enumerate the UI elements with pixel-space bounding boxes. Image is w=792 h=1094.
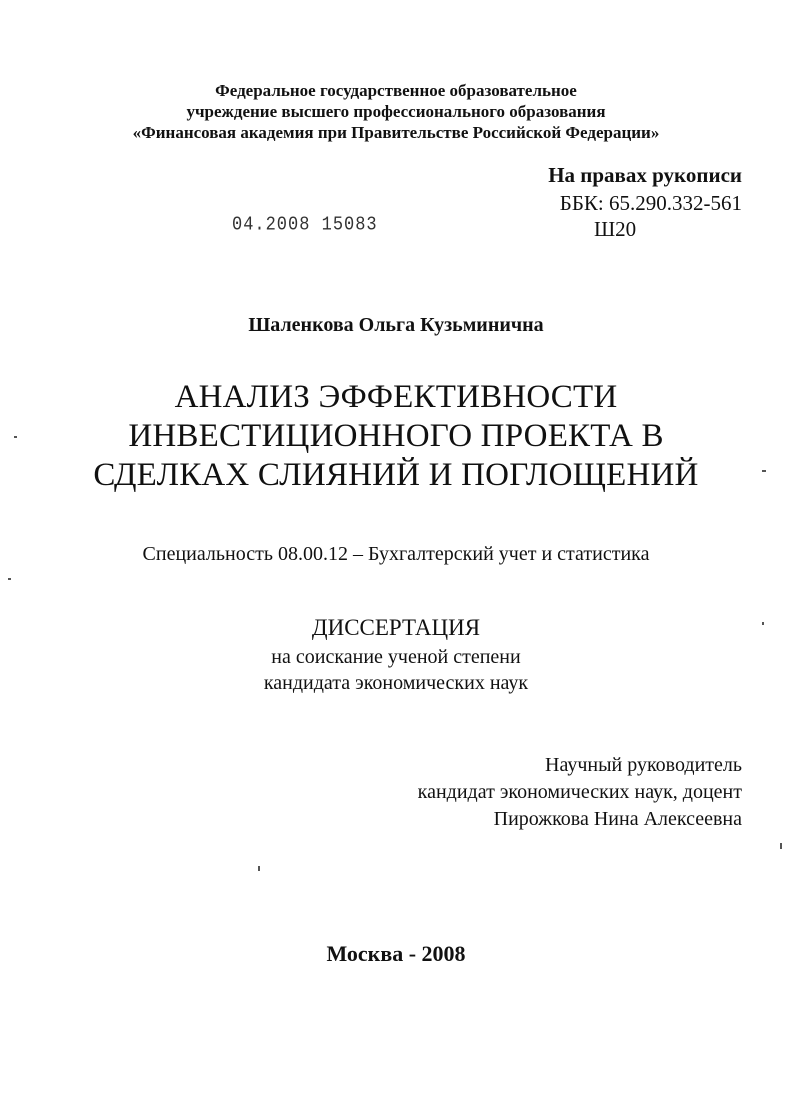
scan-speck	[762, 470, 766, 472]
scan-speck	[762, 622, 764, 625]
scan-speck	[258, 866, 260, 871]
scan-speck	[14, 436, 17, 438]
specialty-line: Специальность 08.00.12 – Бухгалтерский учет и статистика	[142, 543, 650, 565]
manuscript-rights-label: На правах рукописи	[548, 163, 742, 187]
institution-line-2: учреждение высшего профессионального образования	[186, 102, 606, 121]
author-name: Шаленкова Ольга Кузьминична	[248, 314, 544, 336]
institution-line-1: Федеральное государственное образовательное	[215, 81, 577, 100]
scan-speck	[8, 578, 11, 580]
classification-code: Ш20	[594, 217, 637, 241]
bbk-code: ББК: 65.290.332-561	[559, 191, 742, 215]
library-stamp-number: 04.2008 15083	[232, 214, 378, 237]
title-line-2: ИНВЕСТИЦИОННОГО ПРОЕКТА В	[128, 418, 664, 454]
supervisor-role: Научный руководитель	[545, 754, 742, 776]
degree-description	[0, 644, 792, 696]
institution-line-3: «Финансовая академия при Правительстве Российской Федерации»	[132, 123, 660, 142]
supervisor-name: Пирожкова Нина Алексеевна	[493, 808, 742, 830]
city-year: Москва - 2008	[326, 941, 466, 966]
title-line-3: СДЕЛКАХ СЛИЯНИЙ И ПОГЛОЩЕНИЙ	[93, 457, 699, 493]
institution-header	[0, 80, 792, 143]
dissertation-label: ДИССЕРТАЦИЯ	[311, 615, 481, 640]
dissertation-title	[0, 378, 792, 495]
title-line-1: АНАЛИЗ ЭФФЕКТИВНОСТИ	[174, 379, 618, 415]
supervisor-degree: кандидат экономических наук, доцент	[417, 781, 742, 803]
scan-speck	[780, 843, 782, 849]
supervisor-block	[300, 752, 742, 833]
degree-line-1: на соискание ученой степени	[271, 646, 521, 668]
degree-line-2: кандидата экономических наук	[263, 672, 529, 694]
